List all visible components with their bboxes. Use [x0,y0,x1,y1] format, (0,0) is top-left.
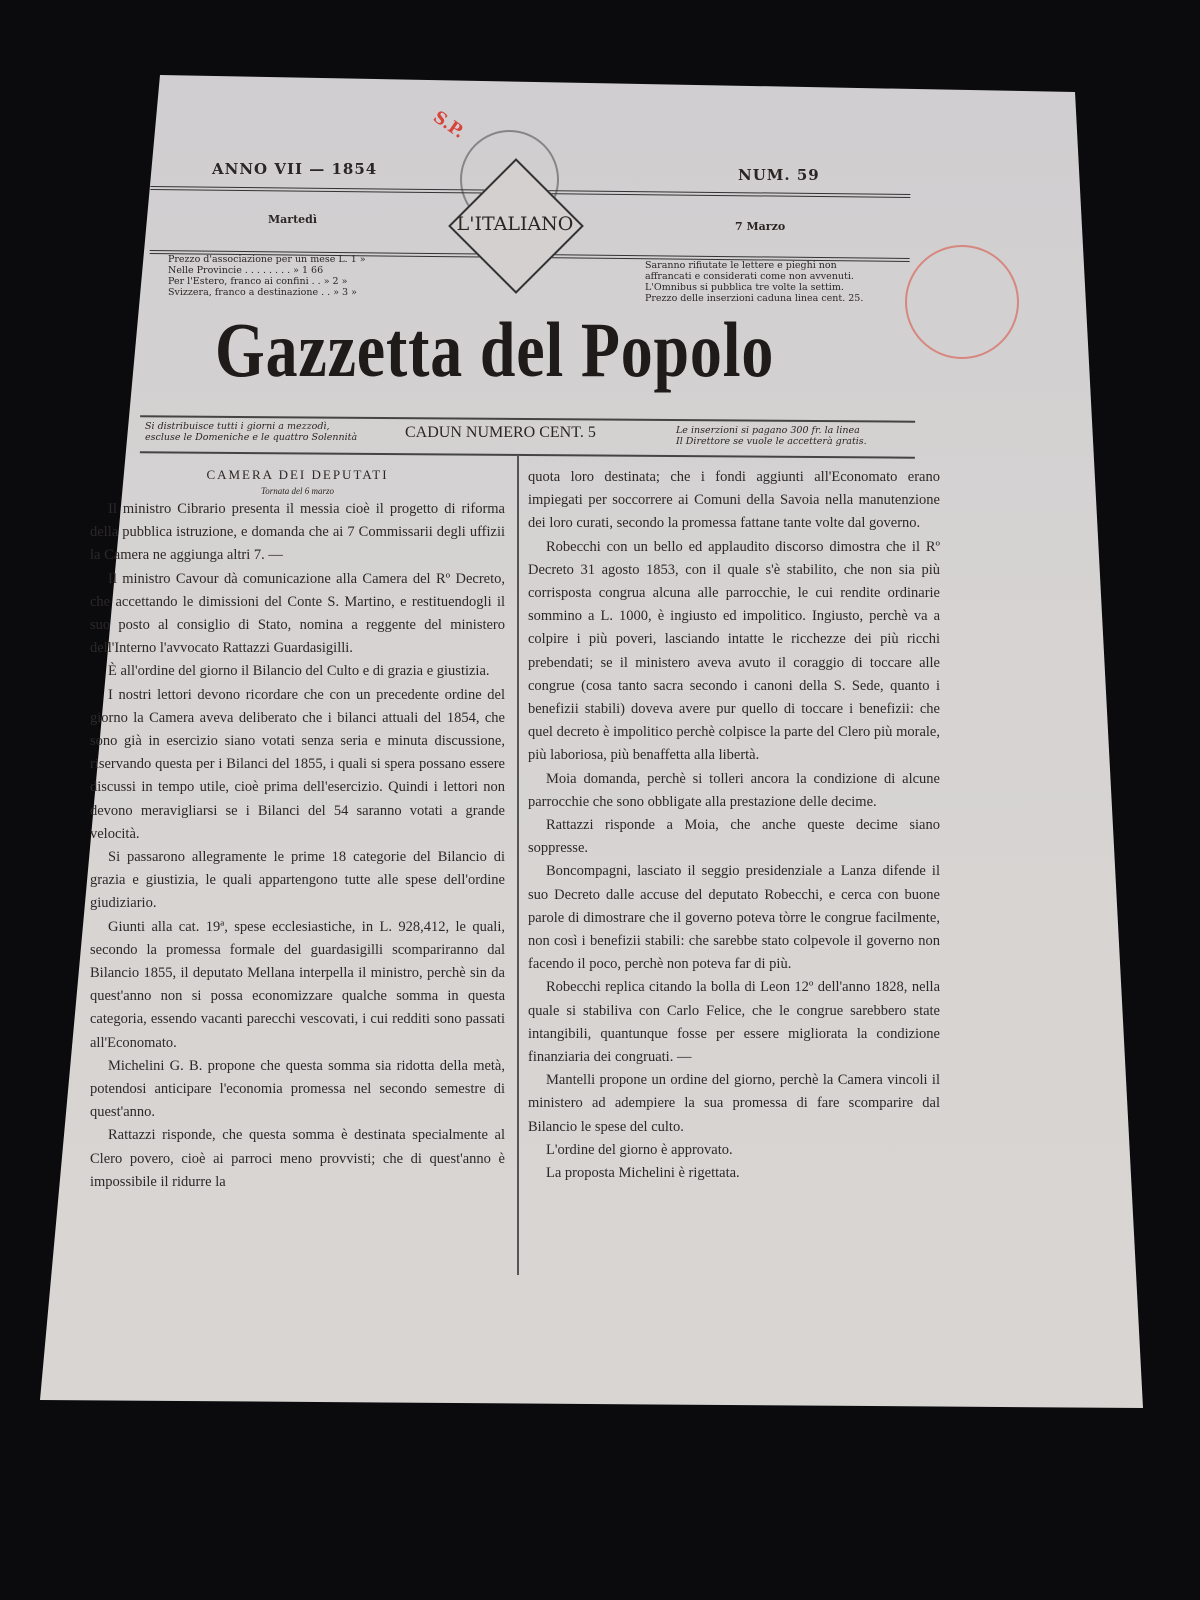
paragraph: Il ministro Cibrario presenta il messia cioè il progetto di riforma della pubblica istruzione, e domanda che ai 7 Commissarii degli uffizii la Camera ne aggiunga altri 7. — [90,501,505,564]
price-each: CADUN NUMERO CENT. 5 [405,424,596,441]
distribution-line: escluse le Domeniche e le quattro Solennità [145,432,358,443]
paragraph: Si passarono allegramente le prime 18 categorie del Bilancio di grazia e giustizia, le quali appartengono tutte alle spese dell'ordine giudiziario. [90,849,505,912]
notice-line: Saranno rifiutate le lettere e pieghi non [645,260,837,271]
notice-line: affrancati e considerati come non avvenuti. [645,271,854,282]
red-circular-stamp [905,245,1019,359]
weekday: Martedì [268,213,318,226]
insertions-line: Il Direttore se vuole le accetterà gratis. [676,436,867,447]
paragraph: L'ordine del giorno è approvato. [546,1141,733,1158]
year-label: ANNO VII — 1854 [212,160,378,178]
price-line: Per l'Estero, franco ai confini . . » 2 » [168,276,348,287]
paragraph: Robecchi replica citando la bolla di Leon 12º dell'anno 1828, nella quale si stabiliva con Carlo Felice, che le congrue sarebbero state intangibili, quantunque fosse per essere migliorata la condizione finanziaria dei congruati. — [528,979,940,1066]
paragraph: Boncompagni, lasciato il seggio presidenziale a Lanza difende il suo Decreto dalle accuse del deputato Robecchi, e cerca con buone parole di dimostrare che il governo poteva tòrre le congrue facilmente, non così i benefizii stabili: che sarebbe stato colpevole il governo non facendo il poco, perchè non poteva far di più. [528,863,940,973]
price-line: Nelle Provincie . . . . . . . . » 1 66 [168,265,324,276]
date: 7 Marzo [735,220,786,233]
paragraph: Giunti alla cat. 19ª, spese ecclesiastiche, in L. 928,412, le quali, secondo la promessa formale del guardasigilli scompariranno dal Bilancio 1855, il deputato Mellana interpella il ministro, perchè sin da quest'anno non si possa economizzare qualche somma in questa categoria, essendo vacanti parecchi vescovati, i cui redditi sono passati all'Economato. [90,918,505,1051]
paragraph: È all'ordine del giorno il Bilancio del Culto e di grazia e giustizia. [108,663,490,680]
paragraph: Robecchi con un bello ed applaudito discorso dimostra che il Rº Decreto 31 agosto 1853, con il quale s'è stabilito, che non sia più corrisposta congrua alcuna alle parrocchie, le cui rendite ordinarie sommino a L. 1000, è ingiusto ed impolitico. Ingiusto, perchè va a colpire i più poveri, lasciando intatte le ricchezze dei più ricchi prebendati; se il ministero aveva avuto il coraggio di toccare alle congrue (cosa tanto sacra secondo i canoni della S. Sede, quanto i benefizii stabili) doveva avere pur quello di toccare i benefizii: che quel decreto è impolitico perchè colpisce la parte del Clero più morale, più laboriosa, più benaffetta alla libertà. [528,538,940,764]
issue-number: NUM. 59 [738,166,820,184]
subscription-prices [168,254,428,298]
notice-line: L'Omnibus si pubblica tre volte la settim. [645,282,844,293]
price-line: Svizzera, franco a destinazione . . » 3 » [168,287,357,298]
paragraph: quota loro destinata; che i fondi aggiunti all'Economato erano impiegati per soccorrere ai Comuni della Savoia nella manutenzione dei loro curati, secondo la promessa fattane tante volte dal governo. [528,469,940,532]
column-divider [517,455,519,1275]
article-subheading: Tornata del 6 marzo [261,486,334,496]
notice-line: Prezzo delle inserzioni caduna linea cent. 25. [645,293,864,304]
paragraph: Rattazzi risponde, che questa somma è destinata specialmente al Clero povero, cioè ai parroci meno provvisti; che di quest'anno è impossibile il ridurre la [90,1127,505,1190]
insertions-line: Le inserzioni si pagano 300 fr. la linea [676,425,860,436]
paragraph: Moia domanda, perchè si tolleri ancora la condizione di alcune parrocchie che sono obbligate alla prestazione delle decime. [528,770,940,810]
paragraph: Rattazzi risponde a Moia, che anche queste decime siano soppresse. [528,817,940,857]
article-heading: CAMERA DEI DEPUTATI [206,467,389,482]
italiano-stamp-text: L'ITALIANO [456,213,574,235]
paragraph: Mantelli propone un ordine del giorno, perchè la Camera vincoli il ministero ad adempiere la sua promessa di fare scomparire dal Bilancio le spese del culto. [528,1072,940,1135]
left-column [90,466,505,1194]
paragraph: I nostri lettori devono ricordare che con un precedente ordine del giorno la Camera aveva deliberato che i bilanci attuali del 1854, che sono già in esercizio siano votati senza seria e minuta discussione, riservando questa per i Bilanci del 1855, i quali si spera possano essere discussi in tempo utile, cioè prima dell'esercizio. Quindi i lettori non devono meravigliarsi se i Bilanci del 54 saranno votati a grande velocità. [90,686,505,842]
notices [645,260,895,304]
insertions-note [676,425,911,447]
paragraph: Michelini G. B. propone che questa somma sia ridotta della metà, potendosi anticipare l'economia promessa nel secondo semestre di quest'anno. [90,1057,505,1121]
distribution-note [145,421,380,443]
paragraph: Il ministro Cavour dà comunicazione alla Camera del Rº Decreto, che accettando le dimissioni del Conte S. Martino, e restituendogli il suo posto al consiglio di Stato, nomina a reggente del ministero dell'Interno l'avvocato Rattazzi Guardasigilli. [90,570,505,657]
red-postal-mark: S.P. [429,107,469,143]
newspaper-title: Gazzetta del Popolo [215,306,775,393]
paragraph: La proposta Michelini è rigettata. [546,1165,740,1182]
right-column [528,466,940,1185]
distribution-line: Si distribuisce tutti i giorni a mezzodì, [145,421,330,432]
price-line: Prezzo d'associazione per un mese L. 1 » [168,254,366,265]
